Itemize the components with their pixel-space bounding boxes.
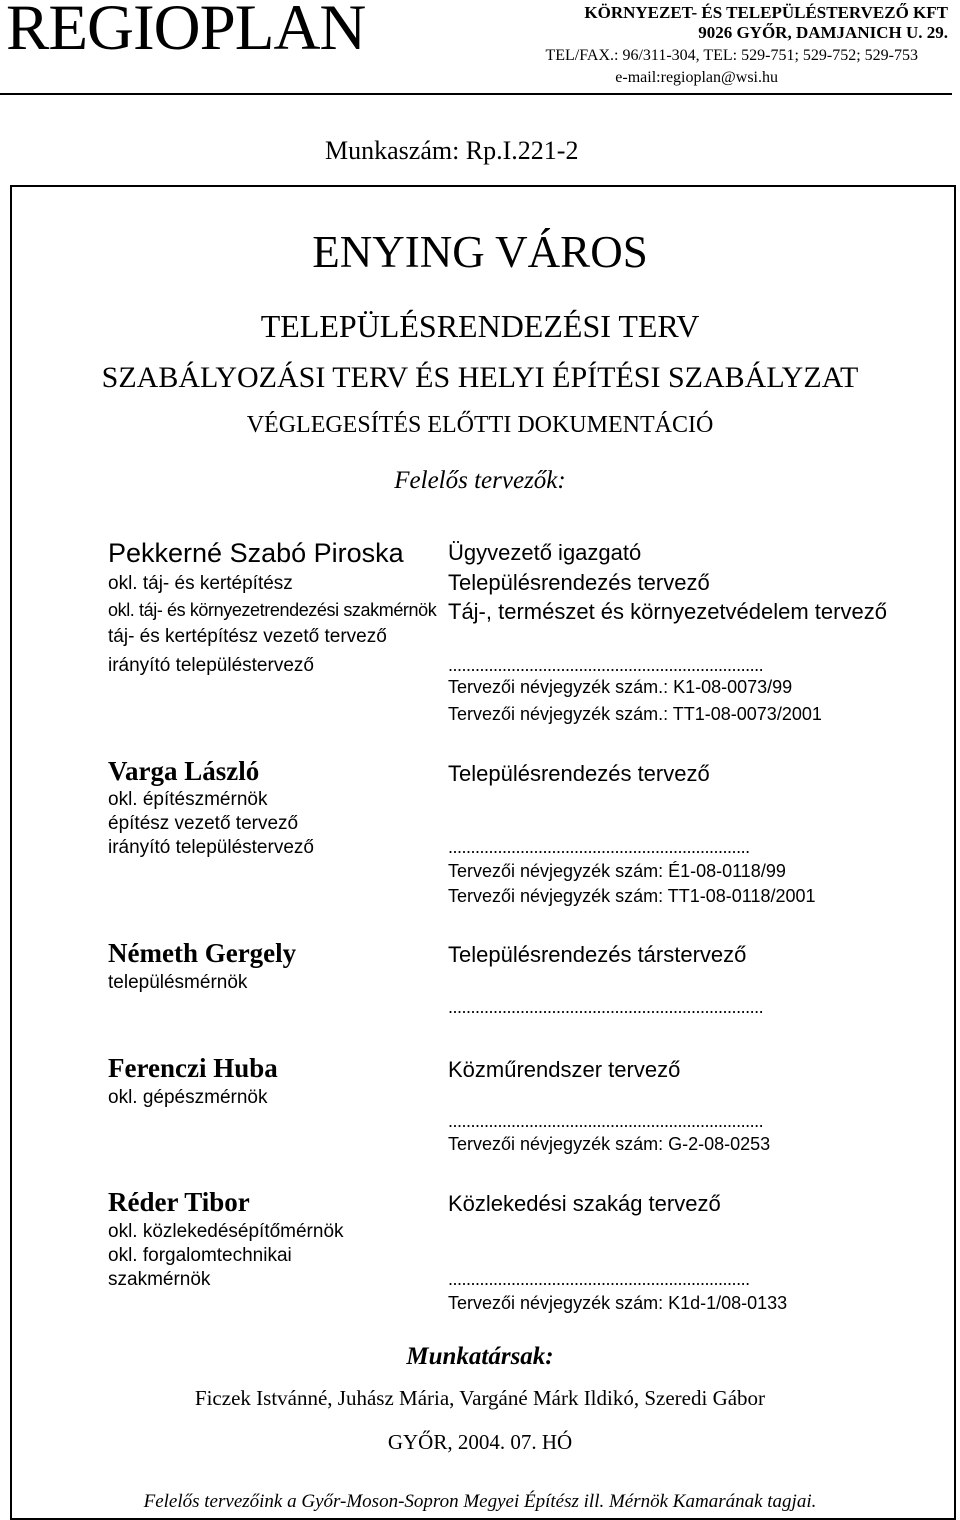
designer-name: Varga László	[108, 756, 260, 786]
designer-name: Réder Tibor	[108, 1187, 250, 1217]
designer-qualification: irányító településtervező	[108, 837, 314, 858]
designer-qualification: okl. táj- és környezetrendezési szakmérnök	[108, 600, 437, 620]
registration-number: Tervezői névjegyzék szám.: TT1-08-0073/2001	[448, 704, 822, 724]
registration-number: Tervezői névjegyzék szám: G-2-08-0253	[448, 1134, 771, 1154]
document-stage: VÉGLEGESÍTÉS ELŐTTI DOKUMENTÁCIÓ	[246, 412, 714, 438]
designer-role: Településrendezés tervező	[448, 761, 710, 786]
designer-qualification: irányító településtervező	[108, 655, 314, 676]
registration-number: Tervezői névjegyzék szám: TT1-08-0118/2001	[448, 886, 816, 906]
designer-qualification: településmérnök	[108, 972, 248, 993]
designer-name: Pekkerné Szabó Piroska	[108, 538, 404, 568]
work-number: Munkaszám: Rp.I.221-2	[325, 136, 579, 165]
registration-number: Tervezői névjegyzék szám: É1-08-0118/99	[448, 861, 786, 881]
city-title: ENYING VÁROS	[312, 227, 648, 277]
company-phone: TEL/FAX.: 96/311-304, TEL: 529-751; 529-752; 529-753	[545, 47, 918, 64]
designer-qualification: okl. közlekedésépítőmérnök	[108, 1221, 344, 1242]
signature-line: ......................................................................	[448, 655, 764, 675]
designer-role: Ügyvezető igazgató	[448, 540, 642, 565]
designer-qualification: okl. táj- és kertépítész	[108, 573, 293, 594]
company-address: 9026 GYŐR, DAMJANICH U. 29.	[698, 23, 948, 42]
designer-role: Településrendezés társtervező	[448, 942, 747, 967]
signature-line: ......................................................................	[448, 997, 764, 1017]
registration-number: Tervezői névjegyzék szám.: K1-08-0073/99	[448, 677, 793, 697]
designer-name: Németh Gergely	[108, 938, 297, 968]
frame-border-top	[10, 185, 956, 187]
designer-qualification: okl. forgalomtechnikai	[108, 1245, 292, 1266]
designer-qualification: építész vezető tervező	[108, 813, 299, 834]
regulation-title: SZABÁLYOZÁSI TERV ÉS HELYI ÉPÍTÉSI SZABÁLYZAT	[101, 361, 859, 394]
header-divider	[0, 93, 952, 95]
designer-qualification: táj- és kertépítész vezető tervező	[108, 626, 387, 647]
designer-name: Ferenczi Huba	[108, 1053, 278, 1083]
designer-qualification: okl. építészmérnök	[108, 789, 268, 810]
signature-line: ...................................................................	[448, 1269, 750, 1289]
company-name: KÖRNYEZET- ÉS TELEPÜLÉSTERVEZŐ KFT	[584, 3, 948, 22]
signature-line: ......................................................................	[448, 1111, 764, 1131]
place-date: GYŐR, 2004. 07. HÓ	[387, 1430, 573, 1454]
signature-line: ...................................................................	[448, 837, 750, 857]
designer-role: Településrendezés tervező	[448, 570, 710, 595]
designer-qualification: szakmérnök	[108, 1269, 211, 1290]
designer-role: Közlekedési szakág tervező	[448, 1191, 721, 1216]
designer-role: Táj-, természet és környezetvédelem tervező	[448, 599, 887, 624]
plan-title: TELEPÜLÉSRENDEZÉSI TERV	[260, 308, 700, 344]
designer-role: Közműrendszer tervező	[448, 1057, 681, 1082]
staff-names: Ficzek Istvánné, Juhász Mária, Vargáné Márk Ildikó, Szeredi Gábor	[194, 1386, 766, 1410]
staff-heading: Munkatársak:	[406, 1343, 554, 1370]
registration-number: Tervezői névjegyzék szám: K1d-1/08-0133	[448, 1293, 788, 1313]
company-email: e-mail:regioplan@wsi.hu	[615, 69, 778, 86]
designer-qualification: okl. gépészmérnök	[108, 1087, 268, 1108]
company-logo-text: REGIOPLAN	[6, 0, 366, 64]
responsible-designers-heading: Felelős tervezők:	[394, 467, 566, 494]
chamber-membership-note: Felelős tervezőink a Győr-Moson-Sopron Megyei Építész ill. Mérnök Kamarának tagjai.	[143, 1491, 817, 1512]
